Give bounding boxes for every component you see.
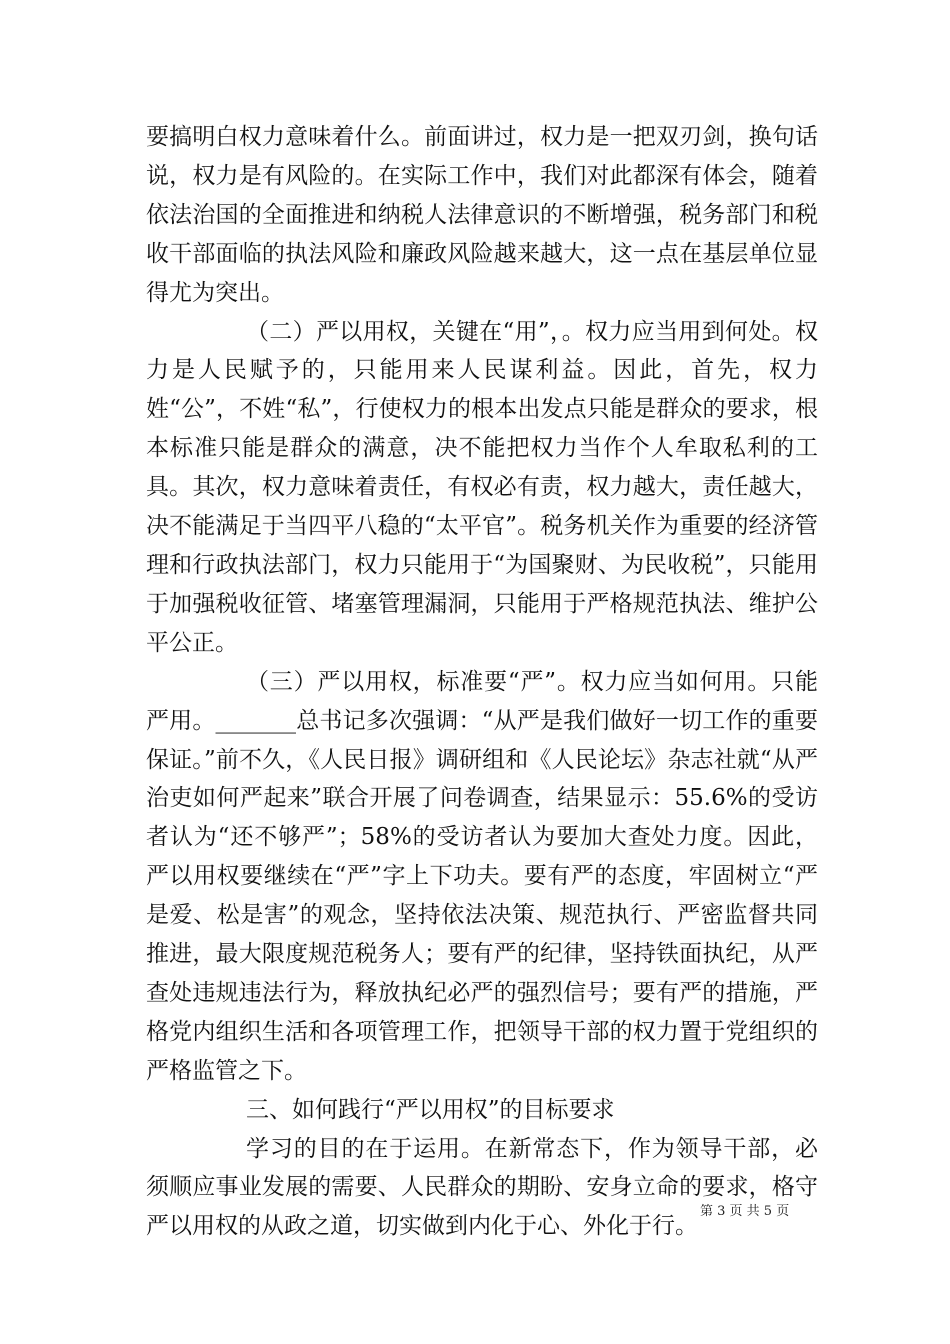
document-body xyxy=(146,118,818,1246)
paragraph-section-three: （三）严以用权，标准要“严”。权力应当如何用。只能严用。_______总书记多次强调：“从严是我们做好一切工作的重要保证。”前不久，《人民日报》调研组和《人民论坛》杂志社就“从严治吏如何严起来”联合开展了问卷调查，结果显示：55.6%的受访者认为“还不够严”；58%的受访者认为要加大查处力度。因此，严以用权要继续在“严”字上下功夫。要有严的态度，牢固树立“严是爱、松是害”的观念，坚持依法决策、规范执行、严密监督共同推进，最大限度规范税务人；要有严的纪律，坚持铁面执纪，从严查处违规违法行为，释放执纪必严的强烈信号；要有严的措施，严格党内组织生活和各项管理工作，把领导干部的权力置于党组织的严格监管之下。 xyxy=(146,668,818,1084)
paragraph-continuation: 要搞明白权力意味着什么。前面讲过，权力是一把双刃剑，换句话说，权力是有风险的。在实际工作中，我们对此都深有体会，随着依法治国的全面推进和纳税人法律意识的不断增强，税务部门和税收干部面临的执法风险和廉政风险越来越大，这一点在基层单位显得尤为突出。 xyxy=(146,124,818,306)
paragraph-study-purpose: 学习的目的在于运用。在新常态下，作为领导干部，必须顺应事业发展的需要、人民群众的期盼、安身立命的要求，格守严以用权的从政之道，切实做到内化于心、外化于行。 xyxy=(146,1135,818,1240)
section-heading-three: 三、如何践行“严以用权”的目标要求 xyxy=(246,1096,615,1123)
page-number-footer: 第 3 页 共 5 页 xyxy=(700,1204,790,1219)
paragraph-section-two: （二）严以用权，关键在“用”，。权力应当用到何处。权力是人民赋予的，只能用来人民谋利益。因此，首先，权力姓“公”，不姓“私”，行使权力的根本出发点只能是群众的要求，根本标准只能是群众的满意，决不能把权力当作个人牟取私利的工具。其次，权力意味着责任，有权必有责，权力越大，责任越大，决不能满足于当四平八稳的“太平官”。税务机关作为重要的经济管理和行政执法部门，权力只能用于“为国聚财、为民收税”，只能用于加强税收征管、堵塞管理漏洞，只能用于严格规范执法、维护公平公正。 xyxy=(146,318,818,656)
